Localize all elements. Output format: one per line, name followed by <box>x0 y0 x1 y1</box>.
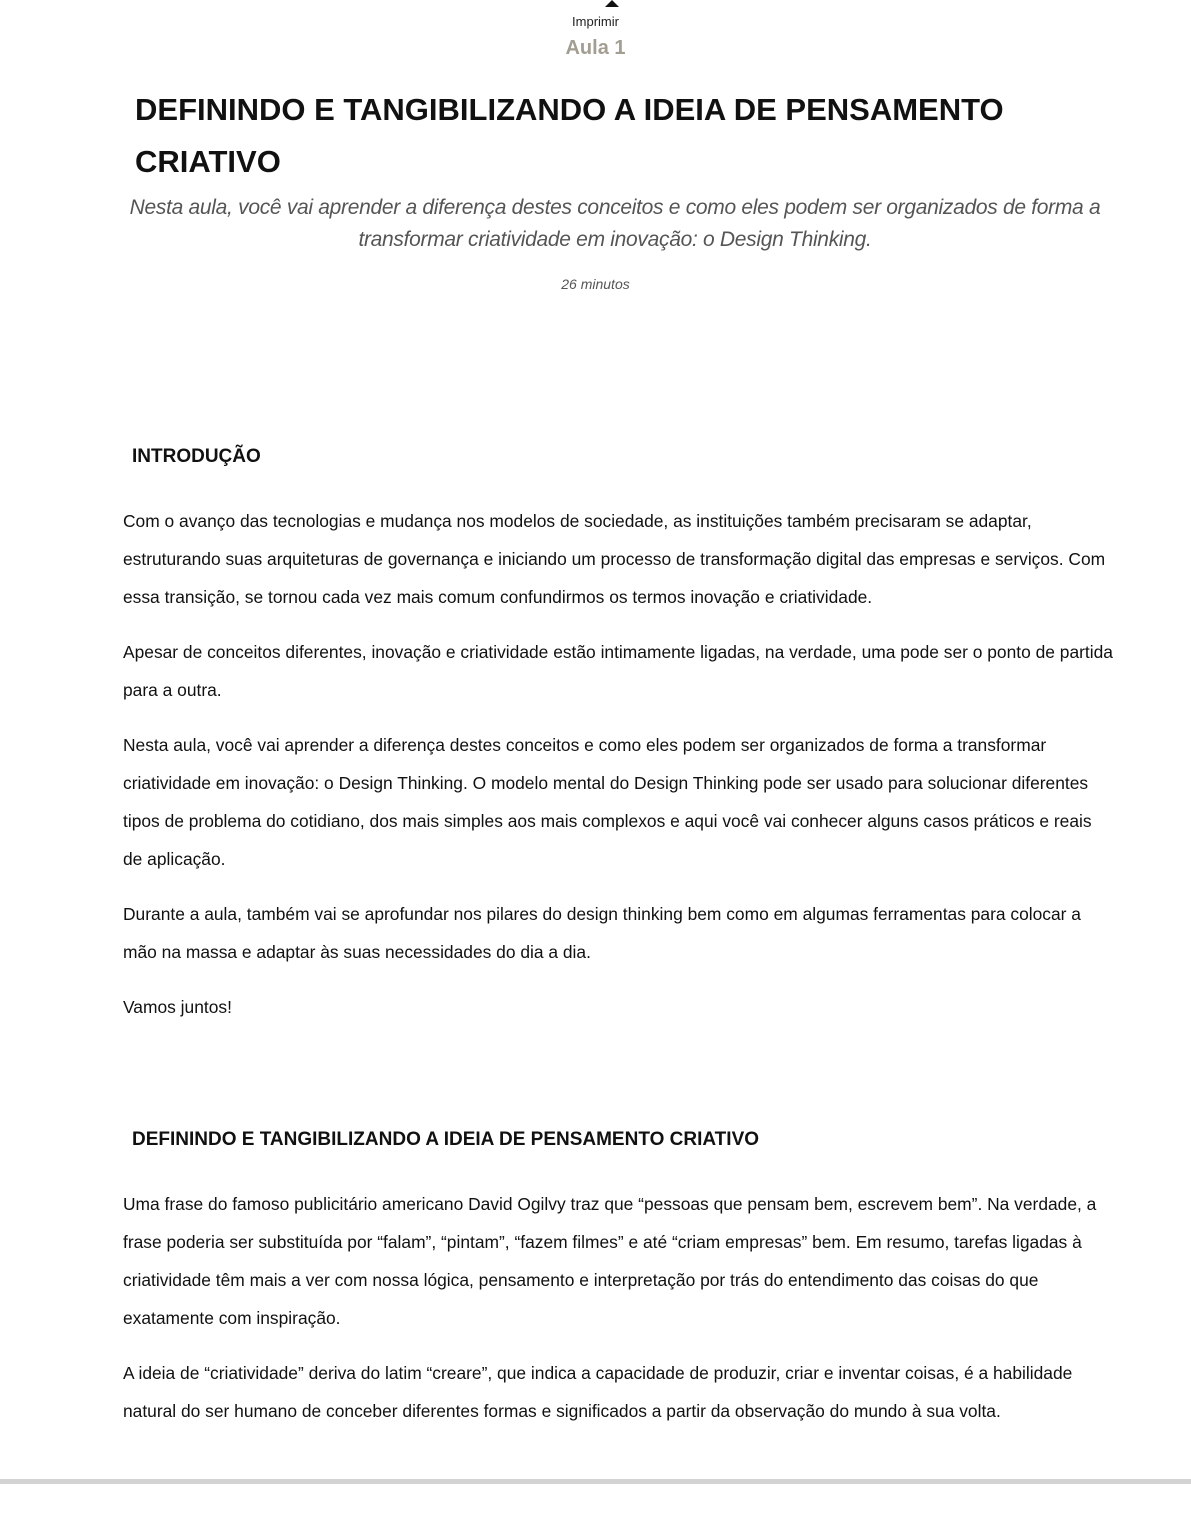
paragraph: Nesta aula, você vai aprender a diferença destes conceitos e como eles podem ser organizados de forma a transformar criatividade em inovação: o Design Thinking. O modelo mental do Design Thinking pode ser usado para solucionar diferentes tipos de problema do cotidiano, dos mais simples aos mais complexos e aqui você vai conhecer alguns casos práticos e reais de aplicação. <box>123 735 1092 869</box>
lesson-subtitle: Nesta aula, você vai aprender a diferença destes conceitos e como eles podem ser organizados de forma a transformar criatividade em inovação: o Design Thinking. <box>129 196 1101 251</box>
paragraph: Apesar de conceitos diferentes, inovação e criatividade estão intimamente ligadas, na verdade, uma pode ser o ponto de partida para a outra. <box>123 642 1113 700</box>
paragraph: Uma frase do famoso publicitário americano David Ogilvy traz que “pessoas que pensam bem, escrevem bem”. Na verdade, a frase poderia ser substituída por “falam”, “pintam”, “fazem filmes” e até “criam empresas” bem. Em resumo, tarefas ligadas à criatividade têm mais a ver com nossa lógica, pensamento e interpretação por trás do entendimento das coisas do que exatamente com inspiração. <box>123 1194 1097 1328</box>
page-title: DEFININDO E TANGIBILIZANDO A IDEIA DE PENSAMENTO CRIATIVO <box>135 92 1004 179</box>
lesson-duration: 26 minutos <box>561 276 630 292</box>
paragraph: Vamos juntos! <box>123 997 232 1017</box>
section-creative-thinking <box>123 1128 1113 1447</box>
section-introduction <box>123 445 1113 1043</box>
paragraph: A ideia de “criatividade” deriva do latim “creare”, que indica a capacidade de produzir, criar e inventar coisas, é a habilidade natural do ser humano de conceber diferentes formas e significados a partir da observação do mundo à sua volta. <box>123 1363 1073 1421</box>
page-divider <box>0 1479 1191 1484</box>
paragraph: Com o avanço das tecnologias e mudança nos modelos de sociedade, as instituições também precisaram se adaptar, estruturando suas arquiteturas de governança e iniciando um processo de transformação digital das empresas e serviços. Com essa transição, se tornou cada vez mais comum confundirmos os termos inovação e criatividade. <box>123 511 1106 607</box>
lesson-label: Aula 1 <box>565 37 626 59</box>
print-link[interactable]: Imprimir <box>572 14 619 29</box>
section-heading: DEFININDO E TANGIBILIZANDO A IDEIA DE PENSAMENTO CRIATIVO <box>132 1129 760 1150</box>
section-heading: INTRODUÇÃO <box>132 446 261 467</box>
scroll-up-arrow-icon[interactable] <box>605 0 619 7</box>
paragraph: Durante a aula, também vai se aprofundar nos pilares do design thinking bem como em algumas ferramentas para colocar a mão na massa e adaptar às suas necessidades do dia a dia. <box>123 904 1081 962</box>
